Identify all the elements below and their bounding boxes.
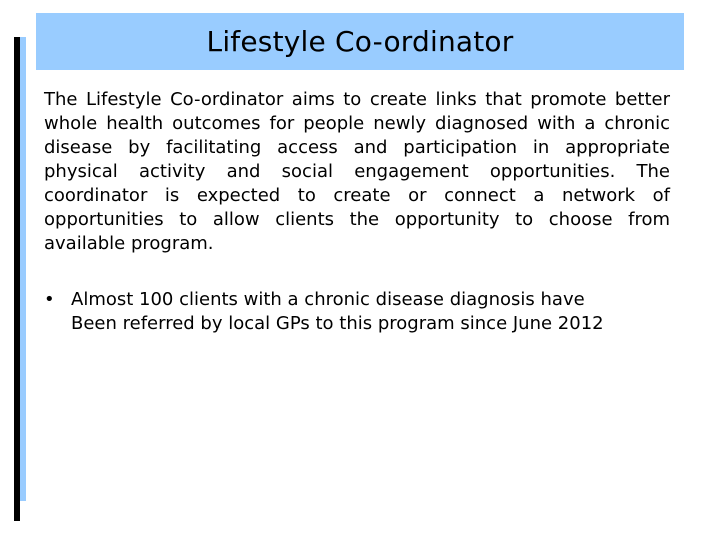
slide-title: Lifestyle Co-ordinator [206,25,514,58]
bullet-item [44,288,684,336]
left-accent-bar-light [20,37,26,501]
body-paragraph: The Lifestyle Co-ordinator aims to create links that promote better whole health outcomes for people newly diagnosed with a chronic disease by facilitating access and participation in appropriate physical activity and social engagement opportunities. The coordinator is expected to create or connect a network of opportunities to allow clients the opportunity to choose from available program. [44,89,670,254]
bullet-marker: • [44,289,55,310]
title-banner [36,13,684,70]
bullet-line-1: Almost 100 clients with a chronic disease diagnosis have [71,289,585,310]
bullet-line-2: Been referred by local GPs to this program since June 2012 [71,313,604,334]
bullet-list [44,288,684,336]
